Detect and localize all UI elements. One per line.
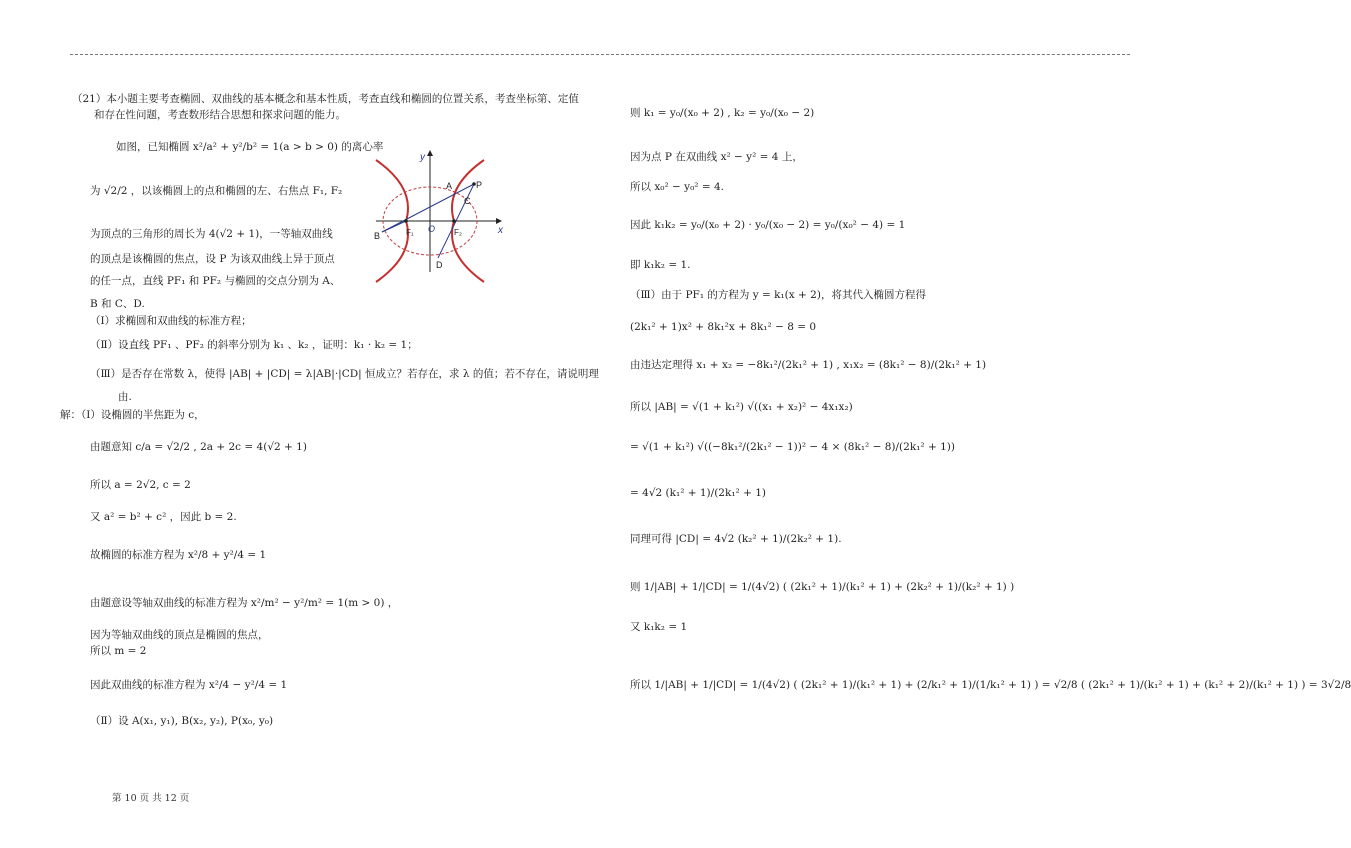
x-axis-arrow-icon bbox=[496, 218, 502, 224]
problem-text-line-4: 的顶点是该椭圆的焦点，设 P 为该双曲线上异于顶点 bbox=[90, 253, 335, 265]
header-rule bbox=[70, 54, 1130, 55]
solution-part-2-start: （Ⅱ）设 A(x₁, y₁), B(x₂, y₂), P(x₀, y₀) bbox=[90, 715, 274, 727]
origin-label: O bbox=[428, 224, 436, 234]
line-b-f1 bbox=[382, 221, 406, 232]
right-step-8: 所以 |AB| = √(1 + k₁²) √((x₁ + x₂)² − 4x₁x₂) bbox=[630, 401, 853, 413]
solution-step-5: 由题意设等轴双曲线的标准方程为 x²/m² − y²/m² = 1(m > 0) ， bbox=[90, 597, 399, 609]
problem-intro-line-1: （21）本小题主要考查椭圆、双曲线的基本概念和基本性质，考查直线和椭圆的位置关系，考查坐标第、定值 bbox=[72, 93, 579, 105]
solution-step-7: 所以 m = 2 bbox=[90, 645, 147, 657]
solution-step-6: 因为等轴双曲线的顶点是椭圆的焦点， bbox=[90, 629, 269, 641]
right-step-2: 因为点 P 在双曲线 x² − y² = 4 上， bbox=[630, 151, 803, 163]
question-2: （Ⅱ）设直线 PF₁ 、PF₂ 的斜率分别为 k₁ 、k₂ ，证明：k₁ · k₂ = 1； bbox=[90, 339, 418, 351]
question-3-cont: 由. bbox=[118, 391, 132, 403]
point-d-label: D bbox=[436, 260, 443, 270]
question-3: （Ⅲ）是否存在常数 λ，使得 |AB| + |CD| = λ|AB|·|CD| 恒成立？若存在，求 λ 的值；若不存在，请说明理 bbox=[90, 368, 599, 380]
point-a-label: A bbox=[446, 181, 453, 191]
y-axis-arrow-icon bbox=[427, 150, 433, 156]
axis-y-label: y bbox=[420, 152, 425, 163]
point-b-label: B bbox=[374, 231, 381, 241]
point-f2-label: F₂ bbox=[454, 228, 462, 237]
solution-step-1: 由题意知 c/a = √2/2 , 2a + 2c = 4(√2 + 1) bbox=[90, 441, 307, 453]
axis-x-label: x bbox=[498, 225, 503, 236]
point-f1-label: F₁ bbox=[406, 228, 414, 237]
problem-text-line-6: B 和 C、D. bbox=[90, 298, 145, 310]
solution-step-4: 故椭圆的标准方程为 x²/8 + y²/4 = 1 bbox=[90, 549, 267, 561]
right-step-13: 又 k₁k₂ = 1 bbox=[630, 621, 688, 633]
focus-f2-point bbox=[452, 219, 456, 223]
right-step-12: 则 1/|AB| + 1/|CD| = 1/(4√2) ( (2k₁² + 1)/(k₁² + 1) + (2k₂² + 1)/(k₂² + 1) ) bbox=[630, 581, 1015, 593]
right-step-9: = √(1 + k₁²) √((−8k₁²/(2k₁² − 1))² − 4 × (8k₁² − 8)/(2k₁² + 1)) bbox=[630, 441, 955, 453]
right-step-5: 即 k₁k₂ = 1. bbox=[630, 259, 691, 271]
solution-start: 解：（Ⅰ）设椭圆的半焦距为 c， bbox=[60, 409, 205, 421]
ellipse-hyperbola-figure bbox=[372, 148, 512, 278]
right-step-3: 所以 x₀² − y₀² = 4. bbox=[630, 181, 724, 193]
point-c-label: C bbox=[464, 196, 471, 206]
right-part-3-start: （Ⅲ）由于 PF₁ 的方程为 y = k₁(x + 2)，将其代入椭圆方程得 bbox=[630, 289, 926, 301]
right-step-11: 同理可得 |CD| = 4√2 (k₂² + 1)/(2k₂² + 1). bbox=[630, 533, 842, 545]
point-p-label: P bbox=[476, 180, 483, 190]
right-step-10: = 4√2 (k₁² + 1)/(2k₁² + 1) bbox=[630, 487, 766, 499]
solution-step-3: 又 a² = b² + c² ，因此 b = 2. bbox=[90, 511, 237, 523]
page-footer: 第 10 页 共 12 页 bbox=[112, 793, 190, 804]
right-step-6: (2k₁² + 1)x² + 8k₁²x + 8k₁² − 8 = 0 bbox=[630, 321, 817, 333]
problem-text-line-5: 的任一点，直线 PF₁ 和 PF₂ 与椭圆的交点分别为 A、 bbox=[90, 275, 341, 287]
problem-text-line-1: 如图，已知椭圆 x²/a² + y²/b² = 1(a > b > 0) 的离心率 bbox=[116, 141, 384, 153]
solution-step-2: 所以 a = 2√2, c = 2 bbox=[90, 479, 191, 491]
right-step-1: 则 k₁ = y₀/(x₀ + 2) , k₂ = y₀/(x₀ − 2) bbox=[630, 107, 815, 119]
focus-f1-point bbox=[404, 219, 408, 223]
right-step-4: 因此 k₁k₂ = y₀/(x₀ + 2) · y₀/(x₀ − 2) = y₀/(x₀² − 4) = 1 bbox=[630, 219, 906, 231]
right-final-result: 所以 1/|AB| + 1/|CD| = 1/(4√2) ( (2k₁² + 1)/(k₁² + 1) + (2/k₁² + 1)/(1/k₁² + 1) ) = √2/8 ( (2k₁² + 1)/(k₁² + 1) + (k₁² + 2)/(k₁² + 1) ) = 3√2/8 bbox=[630, 679, 1351, 691]
question-1: （Ⅰ）求椭圆和双曲线的标准方程； bbox=[90, 315, 252, 327]
problem-intro-line-2: 和存在性问题，考查数形结合思想和探求问题的能力。 bbox=[94, 109, 346, 121]
problem-text-line-3: 为顶点的三角形的周长为 4(√2 + 1)，一等轴双曲线 bbox=[90, 228, 333, 240]
solution-step-8: 因此双曲线的标准方程为 x²/4 − y²/4 = 1 bbox=[90, 679, 288, 691]
problem-text-line-2: 为 √2/2 ，以该椭圆上的点和椭圆的左、右焦点 F₁, F₂ bbox=[90, 185, 343, 197]
right-step-7: 由违达定理得 x₁ + x₂ = −8k₁²/(2k₁² + 1) , x₁x₂ = (8k₁² − 8)/(2k₁² + 1) bbox=[630, 359, 987, 371]
